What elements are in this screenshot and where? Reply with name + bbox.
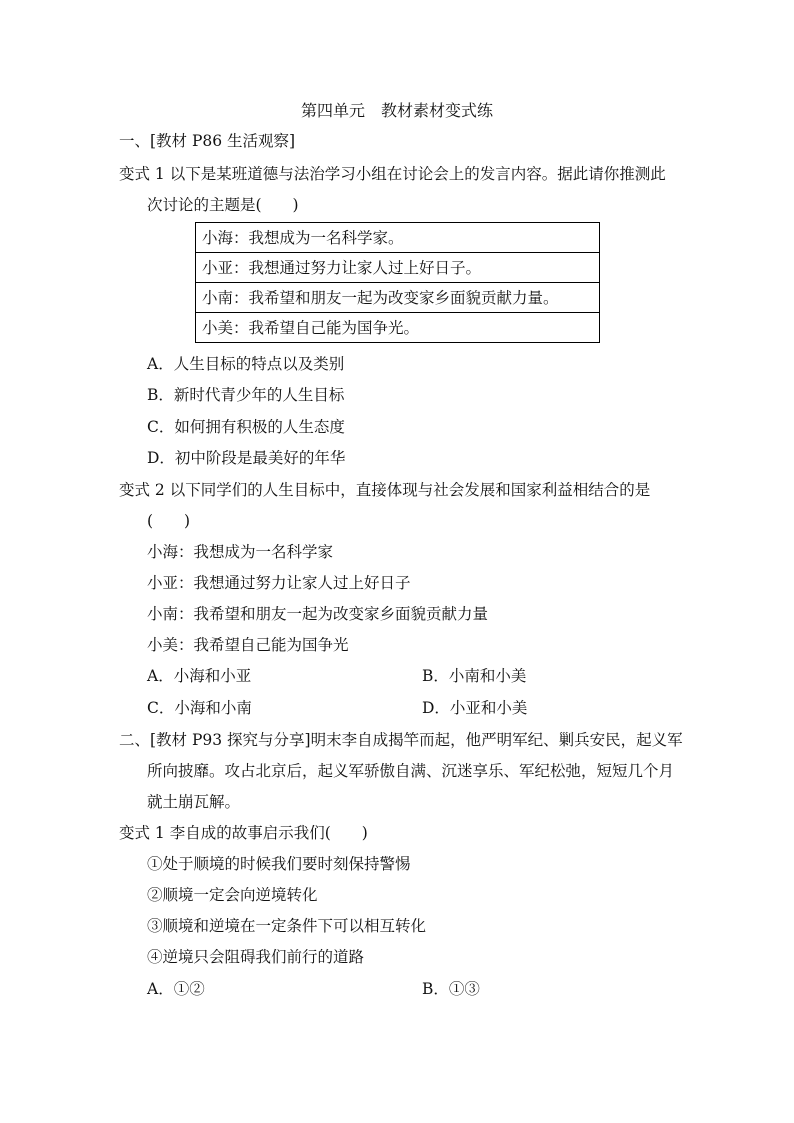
section2-line3: 就土崩瓦解。 (147, 793, 241, 811)
q2-statement: 小南：我希望和朋友一起为改变家乡面貌贡献力量 (147, 605, 489, 623)
s2q1-option-b: B．①③ (422, 980, 480, 998)
section2-line1: 二、[教材 P93 探究与分享]明末李自成揭竿而起，他严明军纪、剿兵安民，起义军 (119, 731, 683, 749)
q1-option-b: B．新时代青少年的人生目标 (147, 386, 345, 404)
q1-option-a: A．人生目标的特点以及类别 (147, 355, 345, 373)
q2-statement: 小亚：我想通过努力让家人过上好日子 (147, 574, 411, 592)
q2-statement: 小海：我想成为一名科学家 (147, 543, 334, 561)
section1-heading: 一、[教材 P86 生活观察] (119, 132, 296, 150)
q2-option-a: A．小海和小亚 (147, 667, 252, 685)
section2-line2: 所向披靡。攻占北京后，起义军骄傲自满、沉迷享乐、军纪松弛，短短几个月 (147, 762, 675, 780)
q2-stem-line1: 变式 2 以下同学们的人生目标中，直接体现与社会发展和国家利益相结合的是 (119, 481, 651, 499)
page-title: 第四单元 教材素材变式练 (300, 101, 493, 120)
q1-option-d: D．初中阶段是最美好的年华 (147, 449, 346, 467)
s2q1-statement: ②顺境一定会向逆境转化 (147, 886, 318, 904)
table-row (196, 313, 600, 343)
q1-option-c: C．如何拥有积极的人生态度 (147, 418, 345, 436)
s2q1-option-a: A．①② (147, 980, 205, 998)
q2-option-d: D．小亚和小美 (422, 699, 528, 717)
q1-stem-line1: 变式 1 以下是某班道德与法治学习小组在讨论会上的发言内容。据此请你推测此 (119, 165, 666, 183)
q1-stem-line2: 次讨论的主题是( ) (147, 196, 299, 214)
table-row (196, 283, 600, 313)
table-row (196, 253, 600, 283)
s2q1-statement: ③顺境和逆境在一定条件下可以相互转化 (147, 917, 427, 935)
q1-statement-table (195, 222, 600, 343)
q2-stem-line2: ( ) (147, 512, 191, 530)
s2q1-stem: 变式 1 李自成的故事启示我们( ) (119, 824, 368, 842)
table-cell: 小亚：我想通过努力让家人过上好日子。 (196, 253, 600, 283)
table-row (196, 223, 600, 253)
table-cell: 小海：我想成为一名科学家。 (196, 223, 600, 253)
q2-option-c: C．小海和小南 (147, 699, 252, 717)
s2q1-statement: ④逆境只会阻碍我们前行的道路 (147, 948, 365, 966)
table-cell: 小美：我希望自己能为国争光。 (196, 313, 600, 343)
q2-option-b: B．小南和小美 (422, 667, 527, 685)
table-cell: 小南：我希望和朋友一起为改变家乡面貌贡献力量。 (196, 283, 600, 313)
s2q1-statement: ①处于顺境的时候我们要时刻保持警惕 (147, 855, 411, 873)
q2-statement: 小美：我希望自己能为国争光 (147, 636, 349, 654)
